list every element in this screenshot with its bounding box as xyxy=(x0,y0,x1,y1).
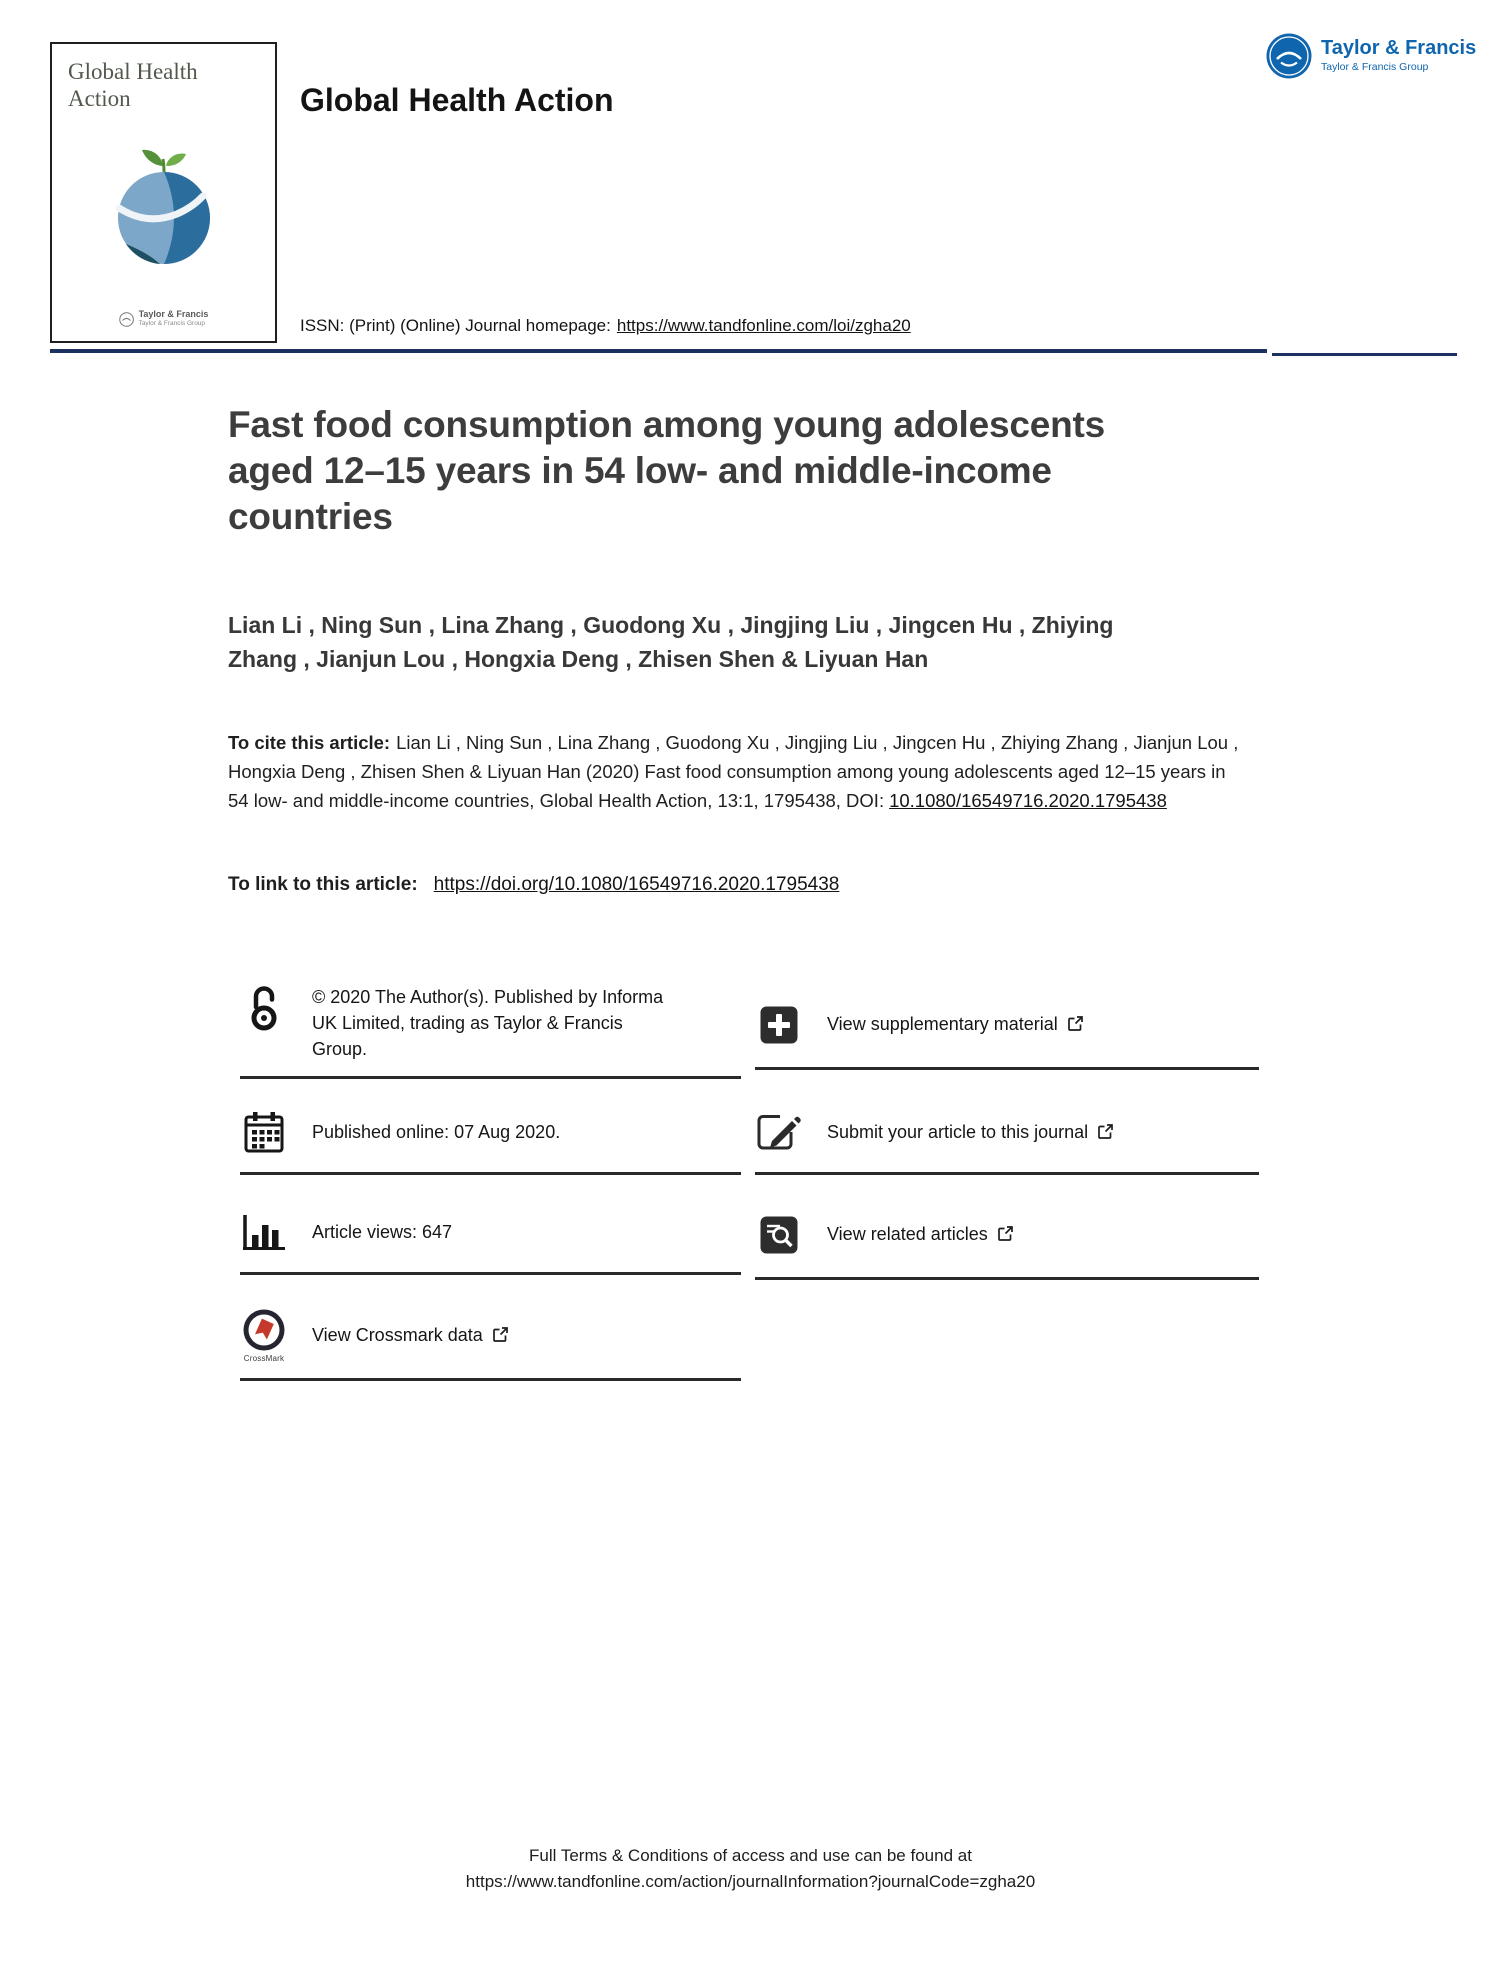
crossmark-cell xyxy=(240,1292,741,1381)
cover-publisher-name: Taylor & Francis xyxy=(138,309,209,320)
related-cell xyxy=(755,1192,1259,1280)
external-link-icon xyxy=(1097,1123,1114,1140)
view-supplementary-link[interactable]: View supplementary material xyxy=(827,1014,1058,1035)
cover-publisher-logo xyxy=(119,310,209,328)
view-related-link[interactable]: View related articles xyxy=(827,1224,988,1245)
cover-publisher-sub: Taylor & Francis Group xyxy=(138,320,206,328)
header-divider-left xyxy=(50,349,1267,353)
citation-paragraph xyxy=(228,728,1242,816)
supplementary-cell xyxy=(755,982,1259,1070)
related-articles-icon xyxy=(755,1215,803,1255)
taylor-francis-icon xyxy=(1266,33,1312,79)
submit-article-icon xyxy=(755,1111,803,1153)
issn-label: ISSN: (Print) (Online) Journal homepage: xyxy=(300,316,611,335)
taylor-francis-logo xyxy=(1266,33,1476,79)
external-link-icon xyxy=(1067,1015,1084,1032)
article-title: Fast food consumption among young adolescents aged 12–15 years in 54 low- and middle-income countries xyxy=(228,404,1105,537)
globe-sprout-art xyxy=(101,132,227,271)
journal-title: Global Health Action xyxy=(300,82,614,118)
article-authors: Lian Li , Ning Sun , Lina Zhang , Guodong Xu , Jingjing Liu , Jingcen Hu , Zhiying Zhang , Jianjun Lou , Hongxia Deng , Zhisen Shen & Liyuan Han xyxy=(228,612,1114,673)
journal-homepage-link[interactable]: https://www.tandfonline.com/loi/zgha20 xyxy=(616,316,911,335)
license-cell xyxy=(240,982,741,1079)
terms-line: Full Terms & Conditions of access and use can be found at xyxy=(529,1846,972,1865)
supplementary-material-icon xyxy=(755,1005,803,1045)
views-cell xyxy=(240,1192,741,1275)
link-to-article-line xyxy=(228,874,839,896)
taylor-francis-name: Taylor & Francis xyxy=(1321,37,1477,59)
doi-link[interactable]: https://doi.org/10.1080/16549716.2020.1795438 xyxy=(433,874,840,895)
terms-footer xyxy=(0,1843,1501,1896)
view-crossmark-link[interactable]: View Crossmark data xyxy=(312,1324,483,1345)
article-views-text: Article views: 647 xyxy=(312,1221,453,1242)
submit-cell xyxy=(755,1092,1259,1175)
link-label: To link to this article: xyxy=(228,874,418,895)
taylor-francis-mini-icon xyxy=(119,312,134,327)
calendar-icon xyxy=(240,1111,288,1153)
external-link-icon xyxy=(997,1225,1014,1242)
cite-text: Lian Li , Ning Sun , Lina Zhang , Guodong Xu , Jingjing Liu , Jingcen Hu , Zhiying Zhang , Jianjun Lou , Hongxia Deng , Zhisen Shen & Liyuan Han (2020) Fast food consumption among young adolescents aged 12–15 years in 54 low- and middle-income countries, Global Health Action, 13:1, 1795438, DOI: xyxy=(228,732,1239,812)
bar-chart-icon xyxy=(240,1213,288,1251)
journal-cover-thumbnail xyxy=(50,42,277,343)
published-cell xyxy=(240,1092,741,1175)
issn-line xyxy=(300,316,911,336)
crossmark-icon xyxy=(240,1308,288,1363)
published-text: Published online: 07 Aug 2020. xyxy=(312,1121,561,1142)
crossmark-caption: CrossMark xyxy=(243,1353,285,1363)
license-text: © 2020 The Author(s). Published by Informa UK Limited, trading as Taylor & Francis Group. xyxy=(312,987,664,1060)
external-link-icon xyxy=(492,1326,509,1343)
header-divider-right xyxy=(1272,353,1457,356)
cite-doi-link[interactable]: 10.1080/16549716.2020.1795438 xyxy=(889,790,1167,812)
cover-journal-title: Global Health Action xyxy=(68,59,198,112)
submit-article-link[interactable]: Submit your article to this journal xyxy=(827,1121,1089,1142)
open-access-icon xyxy=(240,984,288,1032)
terms-url[interactable]: https://www.tandfonline.com/action/journalInformation?journalCode=zgha20 xyxy=(465,1872,1036,1892)
cite-label: To cite this article: xyxy=(228,732,391,753)
taylor-francis-group: Taylor & Francis Group xyxy=(1321,61,1429,73)
